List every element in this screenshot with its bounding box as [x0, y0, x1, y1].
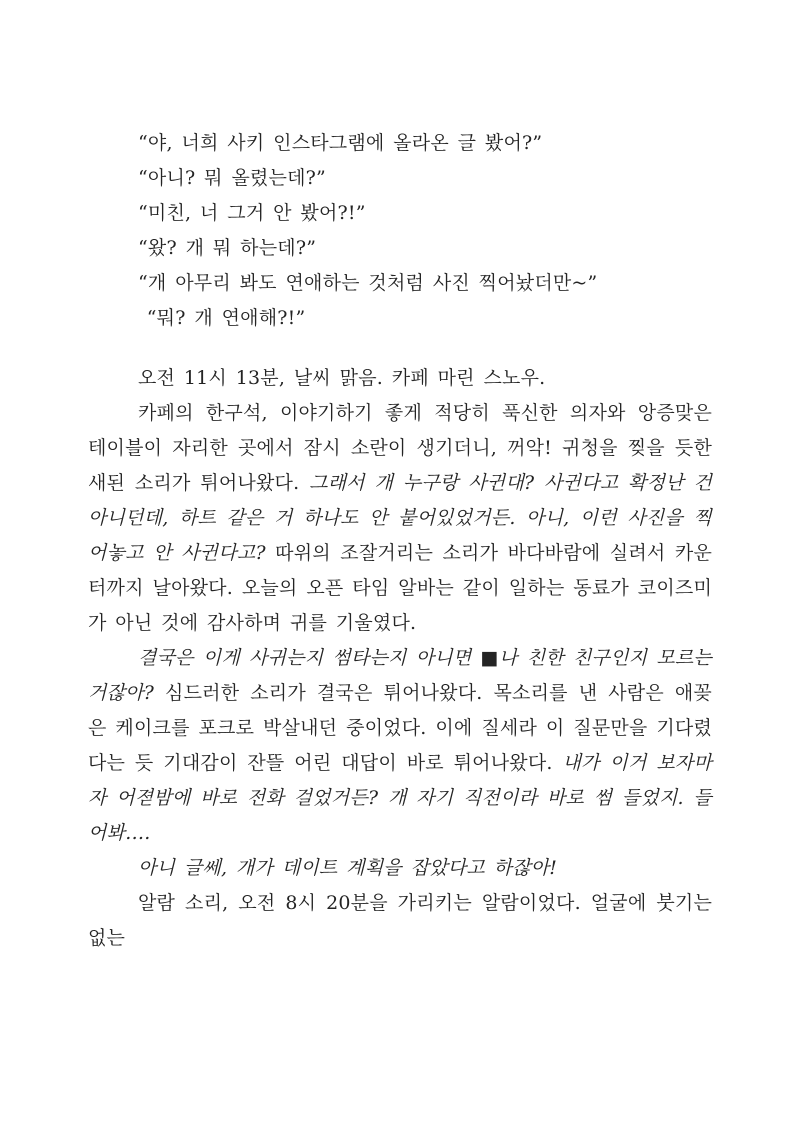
dialogue-line: “뭐? 개 연애해?!” — [138, 307, 306, 329]
gossip-paragraph — [88, 641, 712, 851]
text-run-italic: 아니 글쎄, 개가 데이트 계획을 잡았다고 하잖아! — [138, 857, 558, 879]
date-plan-line — [88, 851, 712, 886]
dialogue-line: “아니? 뭐 올렸는데?” — [138, 167, 326, 189]
text-run-italic: 결국은 이게 사귀는지 썸타는지 아니면 ■나 친한 친구인지 모르는 거잖아? — [88, 647, 712, 704]
dialogue-line: “야, 너희 사키 인스타그램에 올라온 글 봤어?” — [138, 132, 543, 154]
cafe-paragraph — [88, 396, 712, 641]
text-run-normal: 따위의 조잘거리는 소리가 바다바람에 실려서 카운터까지 날아왔다. 오늘의 오픈 타임 알바는 같이 일하는 동료가 코이즈미가 아닌 것에 감사하며 귀를 기울였다. — [88, 542, 712, 634]
dialogue-block — [88, 126, 712, 336]
text-run-italic: 그래서 개 누구랑 사귄대? 사귄다고 확정난 건 아니던데, 하트 같은 거 하나도 안 붙어있었거든. 아니, 이런 사진을 찍어놓고 안 사귄다고? — [88, 472, 713, 564]
dialogue-line: “개 아무리 봐도 연애하는 것처럼 사진 찍어놨더만~” — [138, 272, 598, 294]
page-content — [88, 126, 712, 956]
text-run-italic: 내가 이거 보자마자 어젿밤에 바로 전화 걸었거든? 개 자기 직전이라 바로 썸 들었지. 들어봐…. — [88, 752, 712, 844]
text-run-normal: 오전 11시 13분, 날씨 맑음. 카페 마린 스노우. — [138, 367, 546, 389]
alarm-paragraph — [88, 886, 712, 956]
text-run-normal: 알람 소리, 오전 8시 20분을 가리키는 알람이었다. 얼굴에 붓기는 없는 — [88, 892, 712, 949]
text-run-normal: 심드러한 소리가 결국은 튀어나왔다. 목소리를 낸 사람은 애꽂은 케이크를 포크로 박살내던 중이었다. 이에 질세라 이 질문만을 기다렸다는 듯 기대감이 잔뜰 어린 대답이 바로 튀어나왔다. — [88, 682, 712, 774]
dialogue-line: “미친, 너 그거 안 봤어?!” — [138, 202, 366, 224]
scene-setting-line — [88, 361, 712, 396]
text-run-normal: 카페의 한구석, 이야기하기 좋게 적당히 푹신한 의자와 앙증맞은 테이블이 자리한 곳에서 잠시 소란이 생기더니, 꺼악! 귀청을 찢을 듯한 새된 소리가 튀어나왔다. — [88, 402, 712, 494]
dialogue-line: “왔? 개 뭐 하는데?” — [138, 237, 317, 259]
